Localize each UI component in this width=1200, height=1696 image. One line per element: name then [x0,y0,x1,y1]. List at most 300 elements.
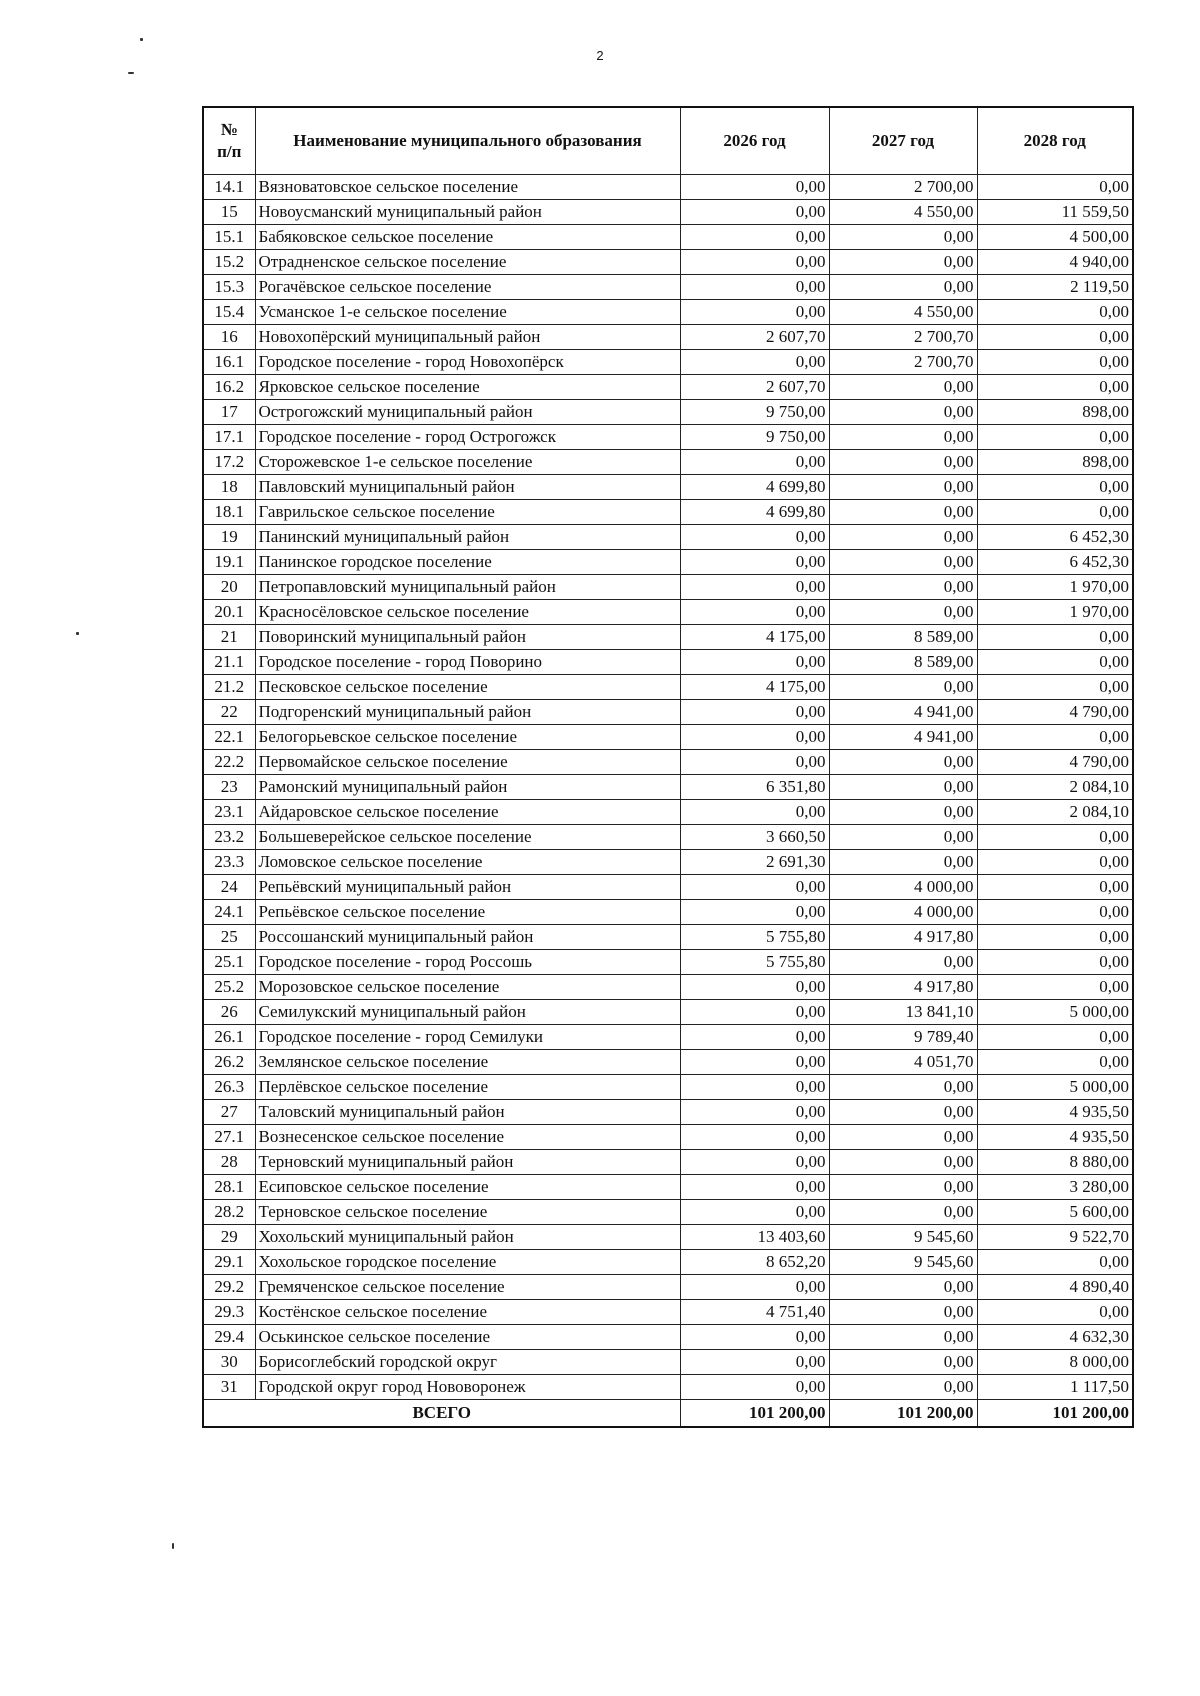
table-body [203,175,1133,1400]
row-num: 20.1 [203,600,255,625]
row-2026: 4 175,00 [680,625,829,650]
row-name: Семилукский муниципальный район [255,1000,680,1025]
header-num: № п/п [203,107,255,175]
row-num: 27 [203,1100,255,1125]
row-2026: 9 750,00 [680,425,829,450]
row-2026: 6 351,80 [680,775,829,800]
row-2027: 0,00 [829,1325,977,1350]
row-2027: 0,00 [829,450,977,475]
row-2027: 0,00 [829,275,977,300]
table-row [203,1225,1133,1250]
row-num: 29.3 [203,1300,255,1325]
header-name: Наименование муниципального образования [255,107,680,175]
row-2027: 0,00 [829,500,977,525]
row-name: Костёнское сельское поселение [255,1300,680,1325]
row-num: 18.1 [203,500,255,525]
table-row [203,1350,1133,1375]
table-row [203,1375,1133,1400]
row-name: Россошанский муниципальный район [255,925,680,950]
row-2028: 4 935,50 [977,1125,1133,1150]
row-num: 14.1 [203,175,255,200]
scan-speck [140,38,143,41]
row-num: 17 [203,400,255,425]
row-2026: 4 751,40 [680,1300,829,1325]
row-2026: 0,00 [680,250,829,275]
row-name: Панинский муниципальный район [255,525,680,550]
table-row [203,1200,1133,1225]
row-2026: 0,00 [680,975,829,1000]
row-2028: 5 000,00 [977,1075,1133,1100]
row-name: Морозовское сельское поселение [255,975,680,1000]
row-2028: 0,00 [977,950,1133,975]
row-name: Красносёловское сельское поселение [255,600,680,625]
row-num: 28 [203,1150,255,1175]
row-2028: 4 790,00 [977,700,1133,725]
row-num: 16.1 [203,350,255,375]
row-2028: 0,00 [977,300,1133,325]
row-num: 24.1 [203,900,255,925]
total-2027: 101 200,00 [829,1400,977,1428]
row-2028: 4 935,50 [977,1100,1133,1125]
row-2026: 0,00 [680,1000,829,1025]
row-2027: 0,00 [829,225,977,250]
row-name: Новоусманский муниципальный район [255,200,680,225]
total-row [203,1400,1133,1428]
row-num: 28.2 [203,1200,255,1225]
row-2028: 0,00 [977,825,1133,850]
row-num: 31 [203,1375,255,1400]
table-row [203,725,1133,750]
row-name: Острогожский муниципальный район [255,400,680,425]
row-2027: 0,00 [829,750,977,775]
row-num: 22.2 [203,750,255,775]
header-2026: 2026 год [680,107,829,175]
table-row [203,800,1133,825]
row-name: Отрадненское сельское поселение [255,250,680,275]
row-num: 26.3 [203,1075,255,1100]
row-2027: 4 941,00 [829,725,977,750]
row-2027: 2 700,70 [829,325,977,350]
row-name: Терновское сельское поселение [255,1200,680,1225]
row-2027: 0,00 [829,250,977,275]
row-2028: 0,00 [977,650,1133,675]
row-num: 27.1 [203,1125,255,1150]
row-2027: 4 550,00 [829,300,977,325]
table-row [203,350,1133,375]
row-2026: 2 691,30 [680,850,829,875]
row-2027: 0,00 [829,1375,977,1400]
row-num: 17.2 [203,450,255,475]
row-2028: 4 940,00 [977,250,1133,275]
table-row [203,250,1133,275]
row-2026: 0,00 [680,800,829,825]
row-2026: 9 750,00 [680,400,829,425]
header-2028: 2028 год [977,107,1133,175]
table-row [203,1100,1133,1125]
table-row [203,1325,1133,1350]
row-num: 25.2 [203,975,255,1000]
row-2028: 0,00 [977,850,1133,875]
row-2027: 0,00 [829,375,977,400]
row-2028: 5 000,00 [977,1000,1133,1025]
row-num: 23 [203,775,255,800]
row-2027: 0,00 [829,1300,977,1325]
row-2026: 0,00 [680,1275,829,1300]
table-row [203,1050,1133,1075]
row-2028: 0,00 [977,175,1133,200]
row-num: 20 [203,575,255,600]
row-name: Городское поселение - город Острогожск [255,425,680,450]
row-2028: 0,00 [977,675,1133,700]
row-name: Хохольский муниципальный район [255,1225,680,1250]
row-name: Ярковское сельское поселение [255,375,680,400]
row-name: Песковское сельское поселение [255,675,680,700]
row-name: Усманское 1-е сельское поселение [255,300,680,325]
row-2027: 4 917,80 [829,975,977,1000]
row-name: Айдаровское сельское поселение [255,800,680,825]
row-2028: 0,00 [977,325,1133,350]
row-name: Белогорьевское сельское поселение [255,725,680,750]
row-name: Таловский муниципальный район [255,1100,680,1125]
row-2027: 0,00 [829,1175,977,1200]
row-2026: 8 652,20 [680,1250,829,1275]
row-name: Городской округ город Нововоронеж [255,1375,680,1400]
table-row [203,875,1133,900]
table-row [203,650,1133,675]
row-2026: 0,00 [680,650,829,675]
row-num: 15.1 [203,225,255,250]
row-name: Городское поселение - город Поворино [255,650,680,675]
row-2026: 2 607,70 [680,325,829,350]
row-2026: 13 403,60 [680,1225,829,1250]
row-num: 29 [203,1225,255,1250]
row-2026: 0,00 [680,1025,829,1050]
table-row [203,225,1133,250]
row-2027: 0,00 [829,1350,977,1375]
row-name: Гремяченское сельское поселение [255,1275,680,1300]
row-num: 25.1 [203,950,255,975]
row-2026: 0,00 [680,200,829,225]
table-row [203,1075,1133,1100]
table-row [203,475,1133,500]
row-name: Рамонский муниципальный район [255,775,680,800]
row-2027: 0,00 [829,1200,977,1225]
row-name: Рогачёвское сельское поселение [255,275,680,300]
row-2026: 0,00 [680,750,829,775]
row-2028: 3 280,00 [977,1175,1133,1200]
total-2028: 101 200,00 [977,1400,1133,1428]
row-num: 23.1 [203,800,255,825]
row-num: 22.1 [203,725,255,750]
row-2028: 4 632,30 [977,1325,1133,1350]
row-2028: 0,00 [977,1025,1133,1050]
row-2028: 1 970,00 [977,575,1133,600]
row-2027: 0,00 [829,1150,977,1175]
row-2028: 0,00 [977,725,1133,750]
table-row [203,1175,1133,1200]
row-name: Павловский муниципальный район [255,475,680,500]
row-name: Вязноватовское сельское поселение [255,175,680,200]
table-row [203,525,1133,550]
table-row [203,300,1133,325]
row-2026: 0,00 [680,1375,829,1400]
table-row [203,425,1133,450]
row-name: Есиповское сельское поселение [255,1175,680,1200]
row-2026: 0,00 [680,175,829,200]
row-2027: 0,00 [829,850,977,875]
row-num: 23.2 [203,825,255,850]
row-num: 22 [203,700,255,725]
row-2026: 4 699,80 [680,500,829,525]
row-2026: 4 699,80 [680,475,829,500]
row-2028: 898,00 [977,450,1133,475]
row-num: 30 [203,1350,255,1375]
row-2026: 2 607,70 [680,375,829,400]
row-2027: 0,00 [829,1125,977,1150]
row-name: Городское поселение - город Семилуки [255,1025,680,1050]
budget-table [202,106,1134,1428]
row-2026: 0,00 [680,1150,829,1175]
row-name: Репьёвский муниципальный район [255,875,680,900]
row-2026: 0,00 [680,725,829,750]
row-2028: 2 084,10 [977,800,1133,825]
row-name: Борисоглебский городской округ [255,1350,680,1375]
table-row [203,775,1133,800]
row-2026: 0,00 [680,450,829,475]
table-row [203,625,1133,650]
row-name: Первомайское сельское поселение [255,750,680,775]
row-num: 21.2 [203,675,255,700]
row-2027: 0,00 [829,425,977,450]
row-2027: 0,00 [829,550,977,575]
row-2028: 8 880,00 [977,1150,1133,1175]
table-row [203,175,1133,200]
row-2027: 0,00 [829,525,977,550]
row-2028: 8 000,00 [977,1350,1133,1375]
row-name: Землянское сельское поселение [255,1050,680,1075]
table-row [203,1250,1133,1275]
table-row [203,275,1133,300]
row-2027: 2 700,00 [829,175,977,200]
table-row [203,1150,1133,1175]
row-num: 21.1 [203,650,255,675]
row-2027: 0,00 [829,1075,977,1100]
row-num: 16.2 [203,375,255,400]
row-2027: 0,00 [829,1275,977,1300]
row-num: 15 [203,200,255,225]
row-name: Поворинский муниципальный район [255,625,680,650]
header-2027: 2027 год [829,107,977,175]
row-2028: 4 790,00 [977,750,1133,775]
row-2026: 0,00 [680,550,829,575]
row-2028: 0,00 [977,875,1133,900]
row-name: Городское поселение - город Новохопёрск [255,350,680,375]
row-num: 24 [203,875,255,900]
row-2027: 8 589,00 [829,650,977,675]
row-2027: 4 051,70 [829,1050,977,1075]
row-2028: 0,00 [977,625,1133,650]
total-label: ВСЕГО [203,1400,680,1428]
table-row [203,700,1133,725]
row-num: 19 [203,525,255,550]
total-2026: 101 200,00 [680,1400,829,1428]
table-row [203,450,1133,475]
row-num: 16 [203,325,255,350]
table-row [203,925,1133,950]
row-2027: 9 545,60 [829,1250,977,1275]
row-num: 15.4 [203,300,255,325]
row-2026: 0,00 [680,600,829,625]
row-2026: 4 175,00 [680,675,829,700]
table-row [203,500,1133,525]
row-2026: 0,00 [680,225,829,250]
table-header-row [203,107,1133,175]
row-2028: 11 559,50 [977,200,1133,225]
row-2027: 9 789,40 [829,1025,977,1050]
row-2026: 0,00 [680,875,829,900]
row-2026: 5 755,80 [680,925,829,950]
row-2028: 898,00 [977,400,1133,425]
table-row [203,950,1133,975]
row-name: Петропавловский муниципальный район [255,575,680,600]
row-2028: 0,00 [977,900,1133,925]
row-num: 29.4 [203,1325,255,1350]
row-name: Новохопёрский муниципальный район [255,325,680,350]
row-2026: 0,00 [680,900,829,925]
row-num: 26 [203,1000,255,1025]
table-row [203,900,1133,925]
table-row [203,1125,1133,1150]
row-2026: 0,00 [680,1125,829,1150]
row-2028: 0,00 [977,975,1133,1000]
row-2027: 0,00 [829,675,977,700]
row-2028: 0,00 [977,500,1133,525]
row-2026: 0,00 [680,275,829,300]
table-row [203,325,1133,350]
row-2028: 0,00 [977,375,1133,400]
row-2027: 0,00 [829,400,977,425]
table-row [203,975,1133,1000]
row-name: Городское поселение - город Россошь [255,950,680,975]
row-name: Репьёвское сельское поселение [255,900,680,925]
row-2027: 4 000,00 [829,900,977,925]
row-num: 21 [203,625,255,650]
row-name: Вознесенское сельское поселение [255,1125,680,1150]
row-2026: 5 755,80 [680,950,829,975]
row-num: 19.1 [203,550,255,575]
row-2026: 0,00 [680,1350,829,1375]
row-name: Бабяковское сельское поселение [255,225,680,250]
table-row [203,550,1133,575]
row-2028: 6 452,30 [977,525,1133,550]
row-name: Панинское городское поселение [255,550,680,575]
row-num: 29.2 [203,1275,255,1300]
table-row [203,400,1133,425]
row-num: 18 [203,475,255,500]
table-row [203,1000,1133,1025]
row-name: Большеверейское сельское поселение [255,825,680,850]
row-2028: 2 119,50 [977,275,1133,300]
row-2028: 4 500,00 [977,225,1133,250]
scan-speck [172,1543,174,1549]
table-row [203,1275,1133,1300]
row-2027: 0,00 [829,800,977,825]
row-2026: 0,00 [680,1100,829,1125]
row-2028: 1 970,00 [977,600,1133,625]
row-2027: 4 550,00 [829,200,977,225]
row-2028: 5 600,00 [977,1200,1133,1225]
table-row [203,575,1133,600]
row-num: 23.3 [203,850,255,875]
row-2026: 0,00 [680,350,829,375]
table-row [203,1300,1133,1325]
table-row [203,600,1133,625]
row-2028: 2 084,10 [977,775,1133,800]
row-2027: 4 000,00 [829,875,977,900]
row-2026: 0,00 [680,1175,829,1200]
row-name: Подгоренский муниципальный район [255,700,680,725]
row-2026: 0,00 [680,1075,829,1100]
row-2027: 0,00 [829,475,977,500]
row-2028: 9 522,70 [977,1225,1133,1250]
row-2026: 3 660,50 [680,825,829,850]
row-2027: 8 589,00 [829,625,977,650]
row-2027: 4 917,80 [829,925,977,950]
row-2026: 0,00 [680,575,829,600]
row-2028: 0,00 [977,1050,1133,1075]
row-2027: 0,00 [829,775,977,800]
row-2027: 0,00 [829,825,977,850]
row-2028: 0,00 [977,350,1133,375]
table-row [203,200,1133,225]
row-num: 15.3 [203,275,255,300]
row-2027: 0,00 [829,575,977,600]
row-2026: 0,00 [680,700,829,725]
row-2027: 13 841,10 [829,1000,977,1025]
row-2028: 0,00 [977,1250,1133,1275]
row-num: 26.1 [203,1025,255,1050]
row-name: Терновский муниципальный район [255,1150,680,1175]
row-2028: 0,00 [977,925,1133,950]
page-number: 2 [596,48,604,63]
row-2028: 0,00 [977,1300,1133,1325]
row-2027: 0,00 [829,1100,977,1125]
table-row [203,850,1133,875]
row-num: 25 [203,925,255,950]
row-name: Оськинское сельское поселение [255,1325,680,1350]
row-2027: 4 941,00 [829,700,977,725]
row-name: Хохольское городское поселение [255,1250,680,1275]
row-num: 26.2 [203,1050,255,1075]
row-2027: 9 545,60 [829,1225,977,1250]
row-2026: 0,00 [680,1200,829,1225]
row-num: 15.2 [203,250,255,275]
row-2026: 0,00 [680,1325,829,1350]
table-row [203,750,1133,775]
row-2027: 0,00 [829,950,977,975]
row-2028: 4 890,40 [977,1275,1133,1300]
row-name: Сторожевское 1-е сельское поселение [255,450,680,475]
scan-speck [128,72,134,74]
row-2028: 1 117,50 [977,1375,1133,1400]
scan-speck [76,632,79,635]
row-num: 28.1 [203,1175,255,1200]
table-row [203,675,1133,700]
row-2026: 0,00 [680,1050,829,1075]
table-row [203,825,1133,850]
row-2028: 0,00 [977,425,1133,450]
row-2028: 6 452,30 [977,550,1133,575]
